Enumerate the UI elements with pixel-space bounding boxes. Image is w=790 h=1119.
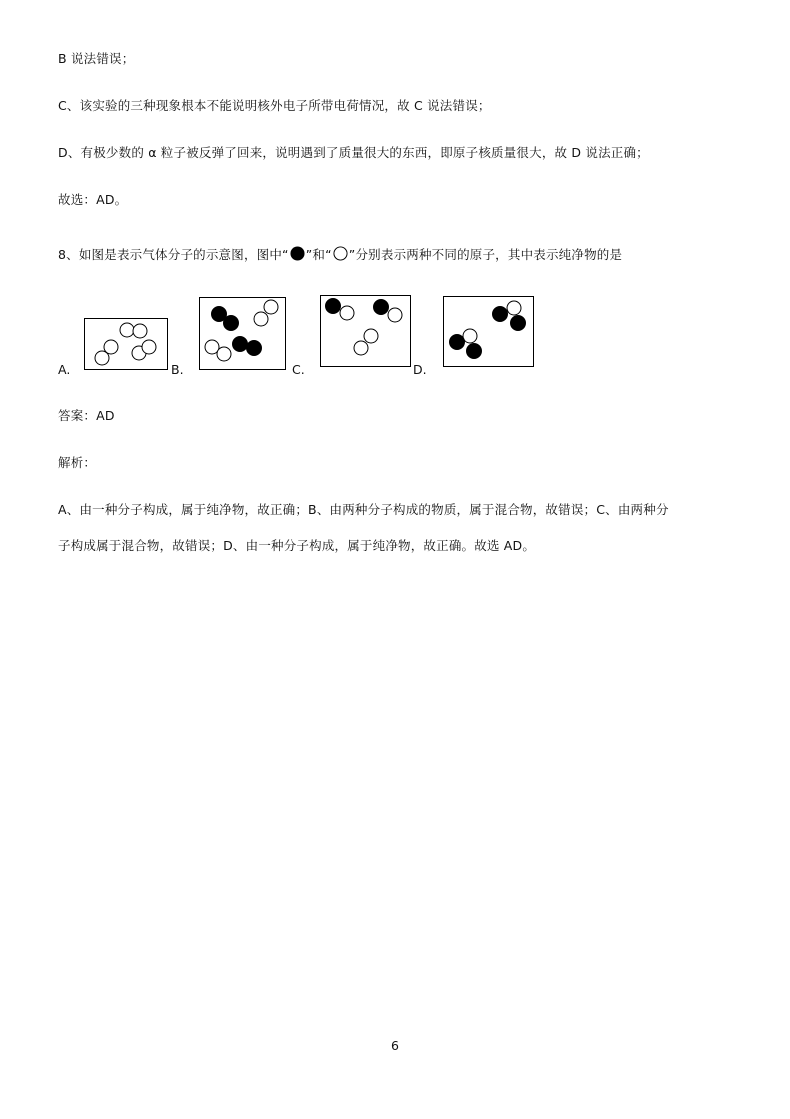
question-mid: ”和“ <box>305 247 332 262</box>
analysis-title: 解析： <box>58 455 97 470</box>
option-b-diagram <box>199 297 286 370</box>
option-b-label: B. <box>171 362 184 377</box>
option-d-label: D. <box>413 362 427 377</box>
option-c-diagram <box>320 295 411 367</box>
text-line-c-wrong: C、该实验的三种现象根本不能说明核外电子所带电荷情况，故 C 说法错误； <box>58 98 491 113</box>
answer-line: 答案：AD <box>58 408 115 423</box>
text-line-b-wrong: B 说法错误； <box>58 51 135 66</box>
question-prefix: 8、如图是表示气体分子的示意图，图中“ <box>58 247 289 262</box>
black-atom-icon <box>290 246 305 261</box>
text-line-prev-choice: 故选：AD。 <box>58 192 128 207</box>
option-a-diagram <box>84 318 168 370</box>
option-a-label: A. <box>58 362 71 377</box>
option-c-label: C. <box>292 362 305 377</box>
option-d-diagram <box>443 296 534 367</box>
analysis-line-2: 子构成属于混合物，故错误；D、由一种分子构成，属于纯净物，故正确。故选 AD。 <box>58 538 536 553</box>
page-number: 6 <box>391 1038 399 1053</box>
question-8-stem <box>58 246 622 263</box>
analysis-line-1: A、由一种分子构成，属于纯净物，故正确；B、由两种分子构成的物质，属于混合物，故错误；C、由两种分 <box>58 502 669 517</box>
question-suffix: ”分别表示两种不同的原子，其中表示纯净物的是 <box>348 247 623 262</box>
white-atom-icon <box>333 246 348 261</box>
text-line-d-right: D、有极少数的 α 粒子被反弹了回来，说明遇到了质量很大的东西，即原子核质量很大，故 D 说法正确； <box>58 145 649 160</box>
